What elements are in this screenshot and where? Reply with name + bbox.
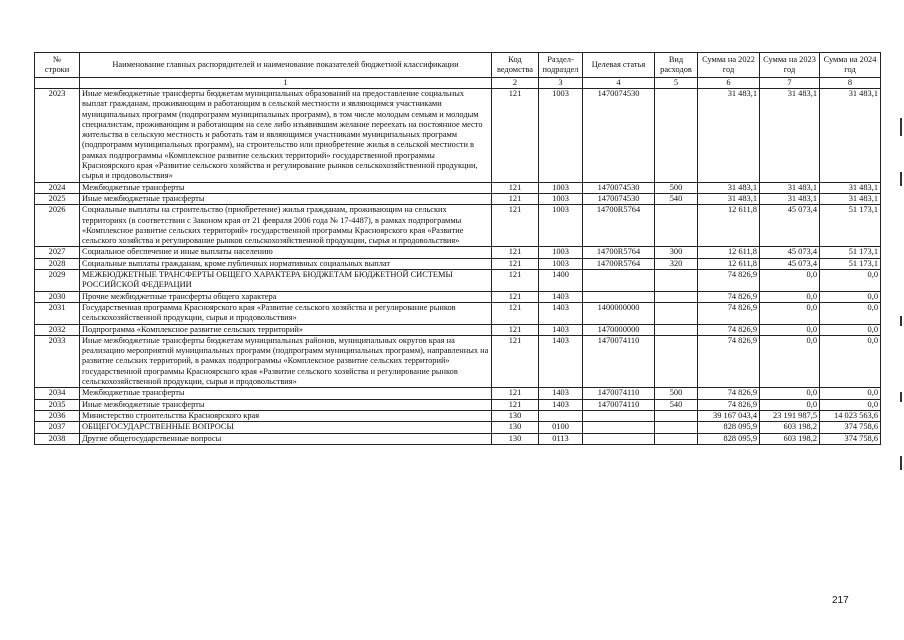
row-number: 2033 bbox=[35, 335, 80, 387]
row-number: 2034 bbox=[35, 388, 80, 399]
table-row bbox=[35, 433, 881, 444]
row-sum-2024: 51 173,1 bbox=[820, 205, 881, 247]
row-name: Межбюджетные трансферты bbox=[80, 388, 492, 399]
row-name: Прочие межбюджетные трансферты общего характера bbox=[80, 291, 492, 302]
row-sum-2022: 74 826,9 bbox=[698, 399, 760, 410]
row-number: 2036 bbox=[35, 410, 80, 421]
budget-table bbox=[34, 52, 881, 445]
scan-edge-mark bbox=[900, 456, 902, 470]
table-row bbox=[35, 422, 881, 433]
row-name: Иные межбюджетные трансферты bbox=[80, 399, 492, 410]
row-number: 2031 bbox=[35, 302, 80, 324]
row-sum-2023: 0,0 bbox=[760, 291, 820, 302]
row-sum-2023: 45 073,4 bbox=[760, 258, 820, 269]
row-name: ОБЩЕГОСУДАРСТВЕННЫЕ ВОПРОСЫ bbox=[80, 422, 492, 433]
row-sum-2023: 45 073,4 bbox=[760, 205, 820, 247]
column-number: 2 bbox=[492, 78, 539, 89]
header-dept-code: Код ведомства bbox=[492, 53, 539, 78]
row-sum-2023: 23 191 987,5 bbox=[760, 410, 820, 421]
scan-edge-mark bbox=[900, 172, 902, 186]
row-sum-2023: 603 198,2 bbox=[760, 422, 820, 433]
header-section: Раздел-подраздел bbox=[539, 53, 583, 78]
row-sum-2024: 0,0 bbox=[820, 388, 881, 399]
row-expense-type: 320 bbox=[655, 258, 698, 269]
row-sum-2022: 74 826,9 bbox=[698, 324, 760, 335]
row-number: 2027 bbox=[35, 247, 80, 258]
row-number: 2029 bbox=[35, 270, 80, 292]
row-sum-2024: 374 758,6 bbox=[820, 422, 881, 433]
row-dept-code: 121 bbox=[492, 247, 539, 258]
row-target-article: 1470074530 bbox=[583, 182, 655, 193]
row-number: 2030 bbox=[35, 291, 80, 302]
row-target-article bbox=[583, 291, 655, 302]
row-sum-2024: 31 483,1 bbox=[820, 193, 881, 204]
row-dept-code: 121 bbox=[492, 324, 539, 335]
row-sum-2023: 603 198,2 bbox=[760, 433, 820, 444]
row-section bbox=[539, 410, 583, 421]
row-sum-2023: 0,0 bbox=[760, 335, 820, 387]
row-expense-type bbox=[655, 89, 698, 183]
row-expense-type bbox=[655, 335, 698, 387]
row-sum-2023: 0,0 bbox=[760, 399, 820, 410]
header-sum-2022: Сумма на 2022 год bbox=[698, 53, 760, 78]
row-section: 1003 bbox=[539, 182, 583, 193]
row-sum-2024: 374 758,6 bbox=[820, 433, 881, 444]
row-sum-2022: 31 483,1 bbox=[698, 193, 760, 204]
scan-edge-mark bbox=[900, 392, 902, 402]
row-dept-code: 130 bbox=[492, 422, 539, 433]
row-section: 1003 bbox=[539, 258, 583, 269]
row-sum-2024: 14 023 563,6 bbox=[820, 410, 881, 421]
table-row bbox=[35, 335, 881, 387]
row-expense-type bbox=[655, 410, 698, 421]
column-number: 6 bbox=[698, 78, 760, 89]
row-dept-code: 121 bbox=[492, 258, 539, 269]
row-dept-code: 121 bbox=[492, 399, 539, 410]
row-sum-2024: 0,0 bbox=[820, 324, 881, 335]
row-sum-2022: 12 611,8 bbox=[698, 247, 760, 258]
row-sum-2022: 74 826,9 bbox=[698, 270, 760, 292]
row-sum-2022: 31 483,1 bbox=[698, 182, 760, 193]
row-expense-type bbox=[655, 302, 698, 324]
row-sum-2024: 31 483,1 bbox=[820, 89, 881, 183]
row-target-article: 1400000000 bbox=[583, 302, 655, 324]
row-target-article bbox=[583, 410, 655, 421]
row-name: Министерство строительства Красноярского края bbox=[80, 410, 492, 421]
row-target-article bbox=[583, 433, 655, 444]
row-name: МЕЖБЮДЖЕТНЫЕ ТРАНСФЕРТЫ ОБЩЕГО ХАРАКТЕРА БЮДЖЕТАМ БЮДЖЕТНОЙ СИСТЕМЫ РОССИЙСКОЙ ФЕДЕРАЦИИ bbox=[80, 270, 492, 292]
column-number: 5 bbox=[655, 78, 698, 89]
row-section: 1003 bbox=[539, 89, 583, 183]
row-name: Подпрограмма «Комплексное развитие сельских территорий» bbox=[80, 324, 492, 335]
table-row bbox=[35, 89, 881, 183]
column-number: 3 bbox=[539, 78, 583, 89]
table-row bbox=[35, 193, 881, 204]
row-sum-2022: 31 483,1 bbox=[698, 89, 760, 183]
row-name: Другие общегосударственные вопросы bbox=[80, 433, 492, 444]
row-sum-2024: 0,0 bbox=[820, 270, 881, 292]
table-row bbox=[35, 388, 881, 399]
row-sum-2024: 0,0 bbox=[820, 399, 881, 410]
row-number: 2032 bbox=[35, 324, 80, 335]
header-name: Наименование главных распорядителей и наименование показателей бюджетной классификации bbox=[80, 53, 492, 78]
row-dept-code: 121 bbox=[492, 182, 539, 193]
row-target-article: 1470074110 bbox=[583, 388, 655, 399]
row-section: 1403 bbox=[539, 388, 583, 399]
row-sum-2022: 39 167 043,4 bbox=[698, 410, 760, 421]
row-dept-code: 121 bbox=[492, 335, 539, 387]
row-target-article: 1470074110 bbox=[583, 399, 655, 410]
row-sum-2023: 0,0 bbox=[760, 302, 820, 324]
row-section: 1403 bbox=[539, 291, 583, 302]
table-row bbox=[35, 291, 881, 302]
row-number: 2023 bbox=[35, 89, 80, 183]
row-expense-type bbox=[655, 291, 698, 302]
row-name: Иные межбюджетные трансферты bbox=[80, 193, 492, 204]
table-row bbox=[35, 247, 881, 258]
row-sum-2022: 828 095,9 bbox=[698, 433, 760, 444]
row-section: 1400 bbox=[539, 270, 583, 292]
page-number: 217 bbox=[832, 595, 849, 606]
column-number bbox=[35, 78, 80, 89]
row-expense-type: 540 bbox=[655, 399, 698, 410]
table-row bbox=[35, 324, 881, 335]
row-target-article: 1470074530 bbox=[583, 89, 655, 183]
row-sum-2024: 51 173,1 bbox=[820, 247, 881, 258]
scan-edge-mark bbox=[900, 316, 902, 326]
row-expense-type bbox=[655, 205, 698, 247]
column-number: 8 bbox=[820, 78, 881, 89]
header-sum-2024: Сумма на 2024 год bbox=[820, 53, 881, 78]
row-expense-type: 500 bbox=[655, 388, 698, 399]
row-sum-2023: 0,0 bbox=[760, 270, 820, 292]
row-sum-2022: 74 826,9 bbox=[698, 302, 760, 324]
row-sum-2023: 31 483,1 bbox=[760, 89, 820, 183]
row-target-article bbox=[583, 422, 655, 433]
row-target-article: 14700R5764 bbox=[583, 258, 655, 269]
table-row bbox=[35, 302, 881, 324]
row-number: 2026 bbox=[35, 205, 80, 247]
row-expense-type bbox=[655, 324, 698, 335]
row-section: 1003 bbox=[539, 205, 583, 247]
row-dept-code: 121 bbox=[492, 270, 539, 292]
row-sum-2022: 12 611,8 bbox=[698, 205, 760, 247]
row-number: 2028 bbox=[35, 258, 80, 269]
row-sum-2022: 74 826,9 bbox=[698, 388, 760, 399]
scan-edge-mark bbox=[900, 118, 902, 136]
table-row bbox=[35, 205, 881, 247]
header-expense-type: Вид расходов bbox=[655, 53, 698, 78]
row-sum-2023: 31 483,1 bbox=[760, 193, 820, 204]
row-dept-code: 130 bbox=[492, 433, 539, 444]
row-number: 2038 bbox=[35, 433, 80, 444]
table-row bbox=[35, 399, 881, 410]
row-expense-type bbox=[655, 422, 698, 433]
row-target-article: 1470000000 bbox=[583, 324, 655, 335]
header-target-article: Целевая статья bbox=[583, 53, 655, 78]
row-section: 1403 bbox=[539, 324, 583, 335]
row-section: 1403 bbox=[539, 335, 583, 387]
row-sum-2024: 0,0 bbox=[820, 291, 881, 302]
row-dept-code: 121 bbox=[492, 193, 539, 204]
row-sum-2023: 0,0 bbox=[760, 324, 820, 335]
row-target-article: 1470074530 bbox=[583, 193, 655, 204]
row-expense-type: 540 bbox=[655, 193, 698, 204]
row-expense-type: 500 bbox=[655, 182, 698, 193]
row-name: Социальные выплаты на строительство (приобретение) жилья гражданам, проживающим на сельских территориях (в соответствии с Законом края от 21 февраля 2006 года № 17-4487), в рамках подпрограммы «Комплексное развитие сельских территорий» государственной программы Красноярского края «Развитие сельского хозяйства и регулирование рынков сельскохозяйственной продукции, сырья и продовольствия» bbox=[80, 205, 492, 247]
row-sum-2024: 51 173,1 bbox=[820, 258, 881, 269]
column-number: 1 bbox=[80, 78, 492, 89]
column-number: 7 bbox=[760, 78, 820, 89]
table-row bbox=[35, 410, 881, 421]
row-dept-code: 121 bbox=[492, 302, 539, 324]
row-target-article: 14700R5764 bbox=[583, 247, 655, 258]
row-number: 2035 bbox=[35, 399, 80, 410]
row-sum-2022: 74 826,9 bbox=[698, 335, 760, 387]
row-name: Социальные выплаты гражданам, кроме публичных нормативных социальных выплат bbox=[80, 258, 492, 269]
row-section: 1003 bbox=[539, 247, 583, 258]
row-dept-code: 130 bbox=[492, 410, 539, 421]
row-sum-2023: 45 073,4 bbox=[760, 247, 820, 258]
row-sum-2022: 12 611,8 bbox=[698, 258, 760, 269]
row-dept-code: 121 bbox=[492, 89, 539, 183]
row-sum-2024: 31 483,1 bbox=[820, 182, 881, 193]
row-section: 0100 bbox=[539, 422, 583, 433]
column-number: 4 bbox=[583, 78, 655, 89]
row-section: 1403 bbox=[539, 399, 583, 410]
row-dept-code: 121 bbox=[492, 291, 539, 302]
row-target-article bbox=[583, 270, 655, 292]
table-row bbox=[35, 270, 881, 292]
header-row-number: № строки bbox=[35, 53, 80, 78]
row-sum-2022: 828 095,9 bbox=[698, 422, 760, 433]
row-expense-type bbox=[655, 270, 698, 292]
row-sum-2023: 31 483,1 bbox=[760, 182, 820, 193]
row-name: Межбюджетные трансферты bbox=[80, 182, 492, 193]
header-sum-2023: Сумма на 2023 год bbox=[760, 53, 820, 78]
table-row bbox=[35, 182, 881, 193]
row-section: 1403 bbox=[539, 302, 583, 324]
row-name: Иные межбюджетные трансферты бюджетам муниципальных образований на предоставление социальных выплат гражданам, проживающим и работающим в сельской местности и являющимся участниками муниципальных программ (подпрограмм муниципальных программ), в том числе молодым семьям и молодым специалистам, проживающим и работающим на селе либо изъявившим желание переехать на постоянное место жительства в сельскую местность и работать там и являющимся участниками муниципальных программ (подпрограмм муниципальных программ), на строительство или приобретение жилья в сельской местности в рамках подпрограммы «Комплексное развитие сельских территорий» государственной программы Красноярского края «Развитие сельского хозяйства и регулирование рынков сельскохозяйственной продукции, сырья и продовольствия» bbox=[80, 89, 492, 183]
row-dept-code: 121 bbox=[492, 388, 539, 399]
row-target-article: 14700R5764 bbox=[583, 205, 655, 247]
row-expense-type bbox=[655, 433, 698, 444]
row-target-article: 1470074110 bbox=[583, 335, 655, 387]
row-sum-2024: 0,0 bbox=[820, 335, 881, 387]
row-number: 2037 bbox=[35, 422, 80, 433]
row-sum-2024: 0,0 bbox=[820, 302, 881, 324]
table-body bbox=[35, 89, 881, 445]
row-name: Иные межбюджетные трансферты бюджетам муниципальных районов, муниципальных округов края на реализацию мероприятий муниципальных программ (подпрограмм муниципальных программ), направленных на развитие сельских территорий, в рамках подпрограммы «Комплексное развитие сельских территорий» государственной программы Красноярского края «Развитие сельского хозяйства и регулирование рынков сельскохозяйственной продукции, сырья и продовольствия» bbox=[80, 335, 492, 387]
column-number-row bbox=[35, 78, 881, 89]
row-name: Государственная программа Красноярского края «Развитие сельского хозяйства и регулирование рынков сельскохозяйственной продукции, сырья и продовольствия» bbox=[80, 302, 492, 324]
row-number: 2024 bbox=[35, 182, 80, 193]
row-section: 1003 bbox=[539, 193, 583, 204]
row-sum-2023: 0,0 bbox=[760, 388, 820, 399]
row-name: Социальное обеспечение и иные выплаты населению bbox=[80, 247, 492, 258]
row-expense-type: 300 bbox=[655, 247, 698, 258]
row-section: 0113 bbox=[539, 433, 583, 444]
table-row bbox=[35, 258, 881, 269]
row-number: 2025 bbox=[35, 193, 80, 204]
row-dept-code: 121 bbox=[492, 205, 539, 247]
row-sum-2022: 74 826,9 bbox=[698, 291, 760, 302]
